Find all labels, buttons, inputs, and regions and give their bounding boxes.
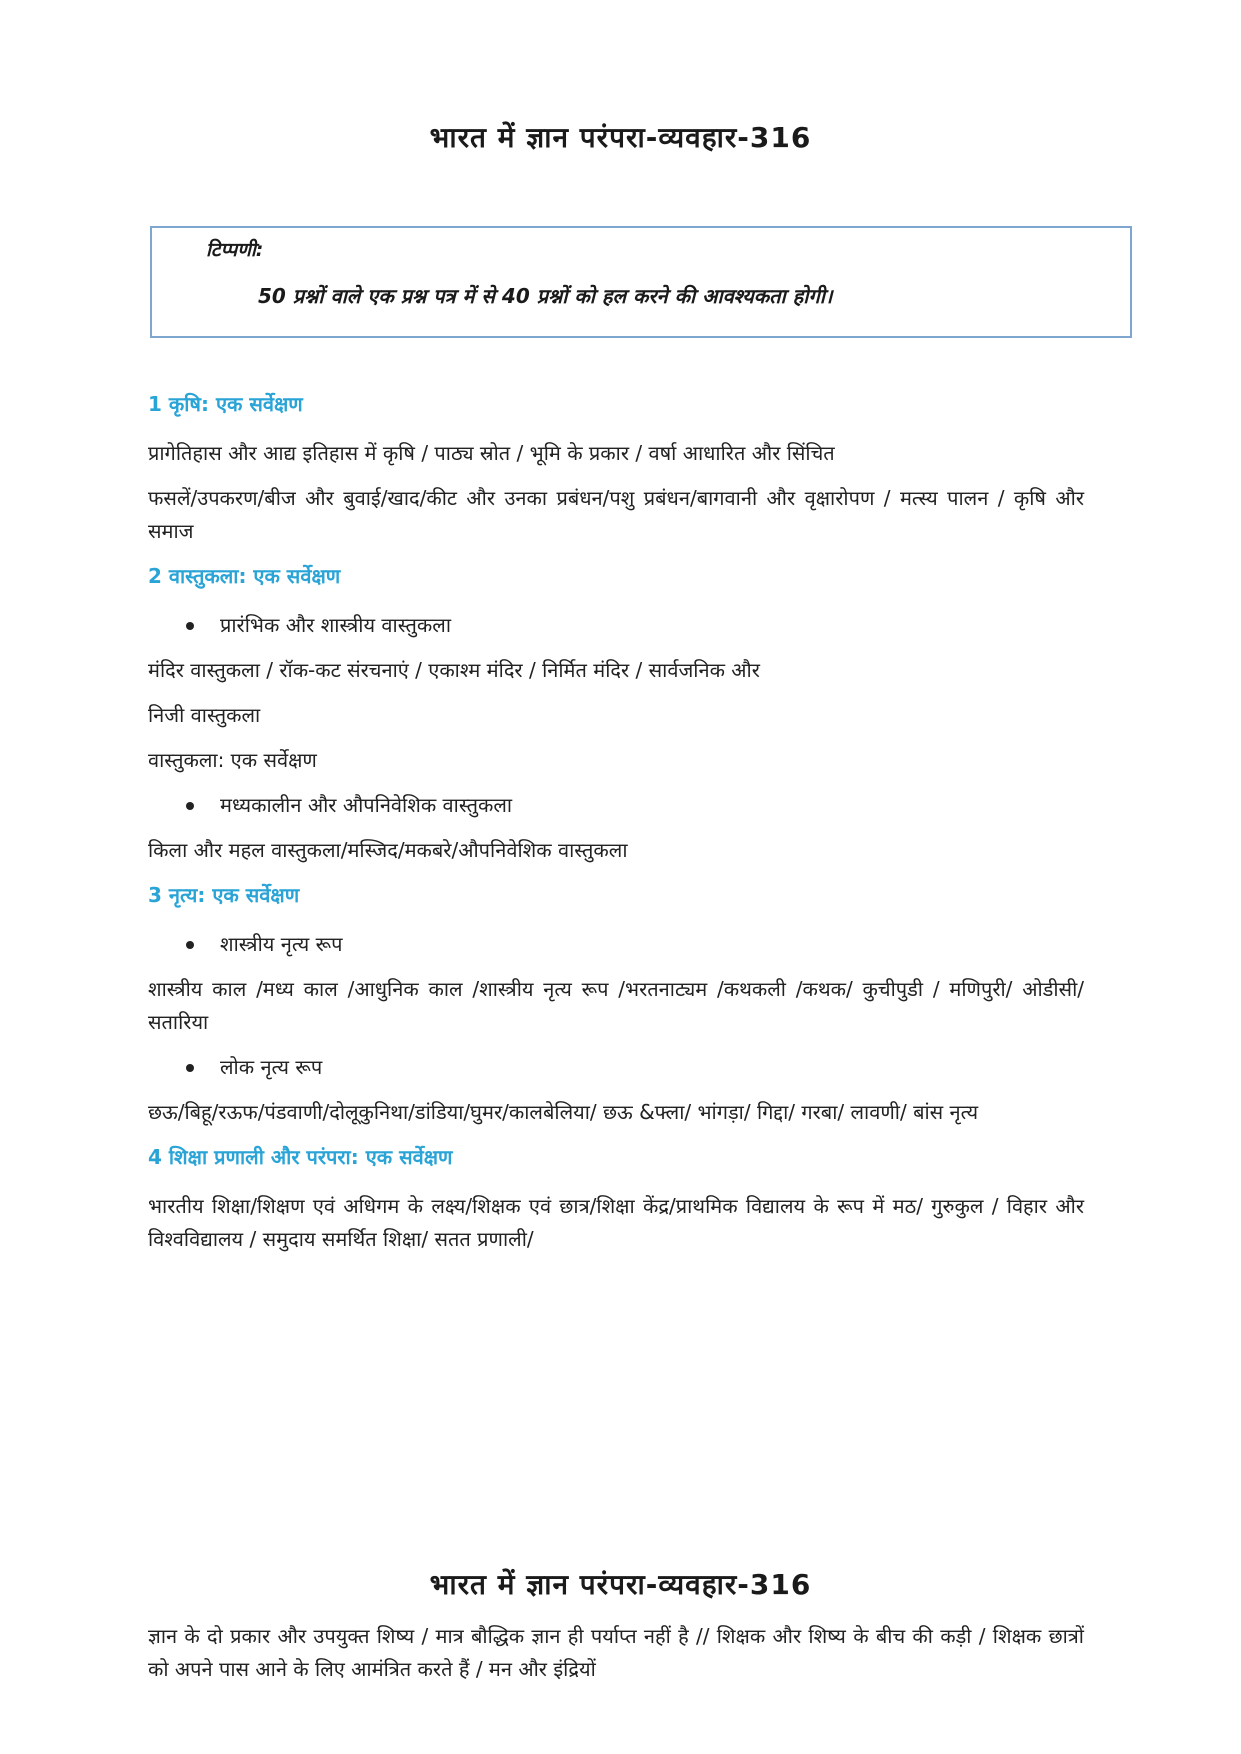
bullet-icon (186, 941, 194, 949)
page2-title: भारत में ज्ञान परंपरा-व्यवहार-316 (429, 1568, 812, 1601)
list-item (148, 1051, 1084, 1084)
note-label: टिप्पणी: (206, 239, 264, 261)
architecture-topics-line1: मंदिर वास्तुकला / रॉक-कट संरचनाएं / एकाश्म मंदिर / निर्मित मंदिर / सार्वजनिक और (148, 658, 760, 682)
list-item (148, 609, 1084, 642)
bullet-icon (186, 802, 194, 810)
architecture-topics-line2: निजी वास्तुकला (148, 703, 261, 727)
section-heading-architecture: 2 वास्तुकला: एक सर्वेक्षण (148, 564, 341, 588)
architecture-subheading: वास्तुकला: एक सर्वेक्षण (148, 748, 317, 772)
agriculture-topics-line2: फसलें/उपकरण/बीज और बुवाई/खाद/कीट और उनका प्रबंधन/पशु प्रबंधन/बागवानी और वृक्षारोपण / मत्स्य पालन / कृषि और समाज (148, 486, 1084, 543)
section-heading-agriculture: 1 कृषि: एक सर्वेक्षण (148, 392, 303, 416)
agriculture-topics-line1: प्रागेतिहास और आद्य इतिहास में कृषि / पाठ्य स्रोत / भूमि के प्रकार / वर्षा आधारित और सिंचित (148, 441, 835, 465)
bullet-text: शास्त्रीय नृत्य रूप (220, 932, 343, 956)
dance-topics-line2: छऊ/बिहू/रऊफ/पंडवाणी/दोलूकुनिथा/डांडिया/घुमर/कालबेलिया/ छऊ &फ्ला/ भांगड़ा/ गिद्दा/ गरबा/ लावणी/ बांस नृत्य (148, 1100, 979, 1124)
page-title: भारत में ज्ञान परंपरा-व्यवहार-316 (429, 121, 812, 154)
bullet-icon (186, 1064, 194, 1072)
architecture-topics-line4: किला और महल वास्तुकला/मस्जिद/मकबरे/औपनिवेशिक वास्तुकला (148, 838, 628, 862)
list-item (148, 789, 1084, 822)
page2-content (148, 1620, 1084, 1686)
education-topics-line1: भारतीय शिक्षा/शिक्षण एवं अधिगम के लक्ष्य/शिक्षक एवं छात्र/शिक्षा केंद्र/प्राथमिक विद्यालय के रूप में मठ/ गुरुकुल / विहार और विश्वविद्यालय / समुदाय समर्थित शिक्षा/ सतत प्रणाली/ (148, 1194, 1084, 1251)
page2-topics-line1: ज्ञान के दो प्रकार और उपयुक्त शिष्य / मात्र बौद्धिक ज्ञान ही पर्याप्त नहीं है // शिक्षक और शिष्य के बीच की कड़ी / शिक्षक छात्रों को अपने पास आने के लिए आमंत्रित करते हैं / मन और इंद्रियों (148, 1624, 1084, 1681)
section-heading-education: 4 शिक्षा प्रणाली और परंपरा: एक सर्वेक्षण (148, 1145, 453, 1169)
note-text: 50 प्रश्नों वाले एक प्रश्न पत्र में से 40 प्रश्नों को हल करने की आवश्यकता होगी। (258, 284, 833, 308)
dance-topics-line1: शास्त्रीय काल /मध्य काल /आधुनिक काल /शास्त्रीय नृत्य रूप /भरतनाट्यम /कथकली /कथक/ कुचीपुडी / मणिपुरी/ ओडीसी/सतारिया (148, 977, 1084, 1034)
bullet-text: लोक नृत्य रूप (220, 1055, 323, 1079)
syllabus-content (148, 388, 1084, 1256)
bullet-icon (186, 622, 194, 630)
bullet-text: मध्यकालीन और औपनिवेशिक वास्तुकला (220, 793, 513, 817)
bullet-text: प्रारंभिक और शास्त्रीय वास्तुकला (220, 613, 452, 637)
section-heading-dance: 3 नृत्य: एक सर्वेक्षण (148, 883, 300, 907)
note-box (150, 226, 1132, 338)
list-item (148, 928, 1084, 961)
